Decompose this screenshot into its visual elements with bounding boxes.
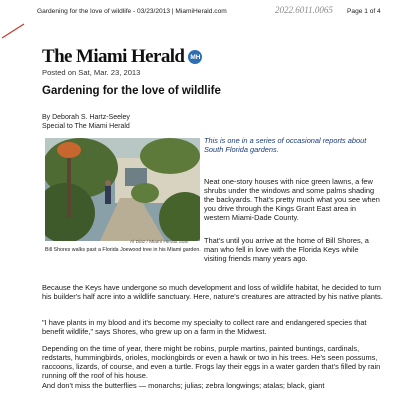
byline (42, 113, 130, 131)
masthead[interactable] (42, 46, 202, 68)
article-paragraph: Because the Keys have undergone so much development and loss of wildlife habitat, he decided to turn his builder's half acre into a wildlife sanctuary. Here, nature's creatures are attracted by his native plants. (42, 283, 383, 301)
article-paragraph: That's until you arrive at the home of Bill Shores, a man who fell in love with the Florida Keys while visiting friends many years ago. (204, 236, 369, 263)
article-paragraph: Depending on the time of year, there might be robins, purple martins, painted buntings, cardinals, redstarts, hummingbirds, orioles, mockingbirds or even a hawk or two in his trees. He's seen possums, raccoons, lizards, of course, and even a turtle. Frogs lay their eggs in a water garden that's filled by rain running off the roof of his house. (42, 344, 381, 380)
handwritten-note: 2022.6011.0065 (275, 5, 333, 15)
article-paragraph: And don't miss the butterflies — monarchs; julias; zebra longwings; atalas; black, giant (42, 381, 325, 390)
article-paragraph: Neat one-story houses with nice green lawns, a few shrubs under the windows and some palms shading the backyards. That's pretty much what you see when you drive through the Kings Grant East area in western Miami-Dade County. (204, 177, 380, 222)
photo-caption: Bill Shores walks past a Florida Joewood tree in his Miami garden. (45, 247, 201, 253)
page-number: Page 1 of 4 (347, 8, 381, 15)
byline-role: Special to The Miami Herald (42, 123, 130, 130)
byline-author: By Deborah S. Hartz-Seeley (42, 114, 130, 121)
article-title: Gardening for the love of wildlife (42, 85, 221, 97)
garden-photo-icon (45, 138, 200, 241)
article-paragraph: "I have plants in my blood and it's become my specialty to collect rare and endangered species that benefit wildlife," says Shores, who grew up on a farm in the Midwest. (42, 318, 367, 336)
masthead-logo: The Miami Herald (42, 46, 185, 67)
herald-logo-icon: MH (188, 50, 202, 64)
series-note: This is one in a series of occasional reports about South Florida gardens. (204, 136, 367, 154)
article-photo[interactable] (45, 138, 200, 241)
photo-credit: Al Diaz / Miami Herald Staff (130, 240, 189, 245)
pen-mark (0, 10, 30, 40)
print-header-title: Gardening for the love of wildlife - 03/23/2013 | MiamiHerald.com (37, 8, 227, 15)
posted-date: Posted on Sat, Mar. 23, 2013 (42, 68, 141, 77)
